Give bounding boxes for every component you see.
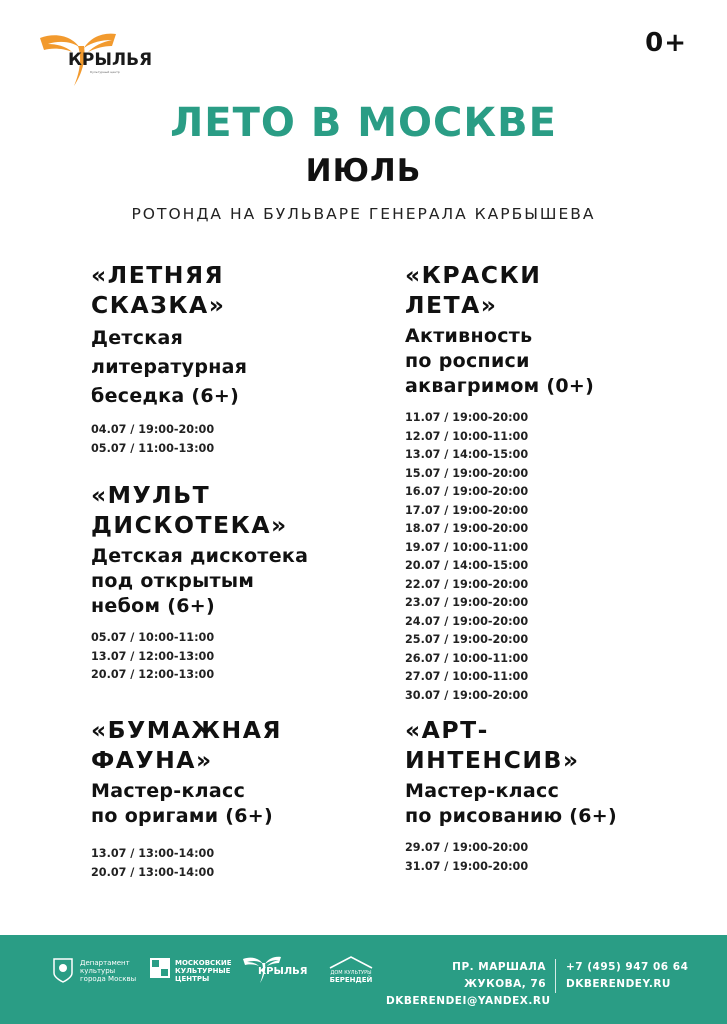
- event-card: [91, 715, 381, 882]
- footer-divider: [555, 959, 556, 993]
- date-item: 17.07 / 19:00-20:00: [405, 503, 529, 517]
- date-item: 19.07 / 10:00-11:00: [405, 540, 529, 554]
- date-item: 22.07 / 19:00-20:00: [405, 577, 529, 591]
- event-card: [405, 715, 705, 876]
- mkc-checker-icon: [150, 958, 170, 978]
- event-dates: [91, 845, 381, 882]
- berendey-logo: ДОМ КУЛЬТУРЫ БЕРЕНДЕЙ: [326, 955, 376, 995]
- event-card: [91, 260, 381, 458]
- footer-bar: Департамент культуры города Москвы МОСКОВСКИЕ КУЛЬТУРНЫЕ ЦЕНТРЫ КРЫЛЬЯ ДОМ КУЛЬТУРЫ БЕРЕНДЕЙ ПР. МАРШАЛА ЖУКОВА, 76 DKBERENDEI@YANDEX.RU +7 (495) 947 06 64 DKBERENDEY.RU: [0, 935, 727, 1024]
- email-link[interactable]: DKBERENDEI@YANDEX.RU: [386, 995, 551, 1007]
- date-item: 13.07 / 13:00-14:00: [91, 847, 215, 860]
- event-title: «АРТ- ИНТЕНСИВ»: [405, 716, 580, 774]
- house-icon: [328, 955, 374, 969]
- event-title: «МУЛЬТ ДИСКОТЕКА»: [91, 481, 288, 539]
- date-item: 05.07 / 11:00-13:00: [91, 441, 215, 455]
- krylya-footer-logo: КРЫЛЬЯ: [242, 953, 312, 993]
- age-rating: 0+: [645, 28, 687, 58]
- date-item: 13.07 / 12:00-13:00: [91, 649, 215, 663]
- month-heading: ИЮЛЬ: [305, 153, 422, 189]
- logo-subtitle: Культурный центр: [90, 70, 120, 74]
- date-item: 26.07 / 10:00-11:00: [405, 651, 529, 665]
- date-item: 25.07 / 19:00-20:00: [405, 633, 529, 646]
- event-dates: [405, 409, 705, 705]
- website-link[interactable]: DKBERENDEY.RU: [566, 978, 671, 990]
- event-description: Мастер-класс по рисованию (6+): [405, 780, 618, 827]
- event-description: Детская дискотека под открытым небом (6+): [91, 545, 309, 617]
- date-item: 24.07 / 19:00-20:00: [405, 614, 529, 628]
- event-title: «БУМАЖНАЯ ФАУНА»: [91, 716, 283, 774]
- date-item: 18.07 / 19:00-20:00: [405, 522, 529, 535]
- date-item: 27.07 / 10:00-11:00: [405, 670, 529, 683]
- date-item: 15.07 / 19:00-20:00: [405, 466, 529, 480]
- date-item: 31.07 / 19:00-20:00: [405, 859, 529, 873]
- event-description: Детская литературная беседка (6+): [91, 327, 248, 407]
- event-dates: [405, 839, 705, 876]
- date-item: 13.07 / 14:00-15:00: [405, 448, 529, 461]
- event-dates: [91, 421, 381, 458]
- event-dates: [91, 629, 381, 685]
- date-item: 12.07 / 10:00-11:00: [405, 429, 529, 443]
- phone-number[interactable]: +7 (495) 947 06 64: [566, 961, 689, 973]
- date-item: 16.07 / 19:00-20:00: [405, 485, 529, 498]
- page-title: ЛЕТО В МОСКВЕ: [170, 100, 557, 146]
- moscow-emblem-icon: [52, 957, 74, 983]
- contact-block: [566, 959, 688, 993]
- date-item: 20.07 / 13:00-14:00: [91, 865, 215, 879]
- venue-label: РОТОНДА НА БУЛЬВАРЕ ГЕНЕРАЛА КАРБЫШЕВА: [131, 205, 596, 223]
- address: ПР. МАРШАЛА ЖУКОВА, 76: [452, 961, 546, 990]
- date-item: 23.07 / 19:00-20:00: [405, 596, 529, 609]
- date-item: 05.07 / 10:00-11:00: [91, 631, 215, 644]
- krylya-logo: [38, 28, 168, 88]
- address-block: [386, 959, 551, 1010]
- date-item: 30.07 / 19:00-20:00: [405, 688, 529, 702]
- date-item: 20.07 / 12:00-13:00: [91, 668, 215, 681]
- date-item: 20.07 / 14:00-15:00: [405, 559, 529, 572]
- event-title: «ЛЕТНЯЯ СКАЗКА»: [91, 261, 226, 319]
- event-card: [91, 480, 381, 685]
- date-item: 04.07 / 19:00-20:00: [91, 423, 215, 436]
- event-title: «КРАСКИ ЛЕТА»: [405, 261, 542, 319]
- date-item: 11.07 / 19:00-20:00: [405, 411, 529, 424]
- logo-text: КРЫЛЬЯ: [68, 50, 153, 70]
- event-card: [405, 260, 705, 705]
- event-description: Активность по росписи аквагримом (0+): [405, 325, 595, 397]
- event-description: Мастер-класс по оригами (6+): [91, 780, 273, 827]
- date-item: 29.07 / 19:00-20:00: [405, 841, 529, 854]
